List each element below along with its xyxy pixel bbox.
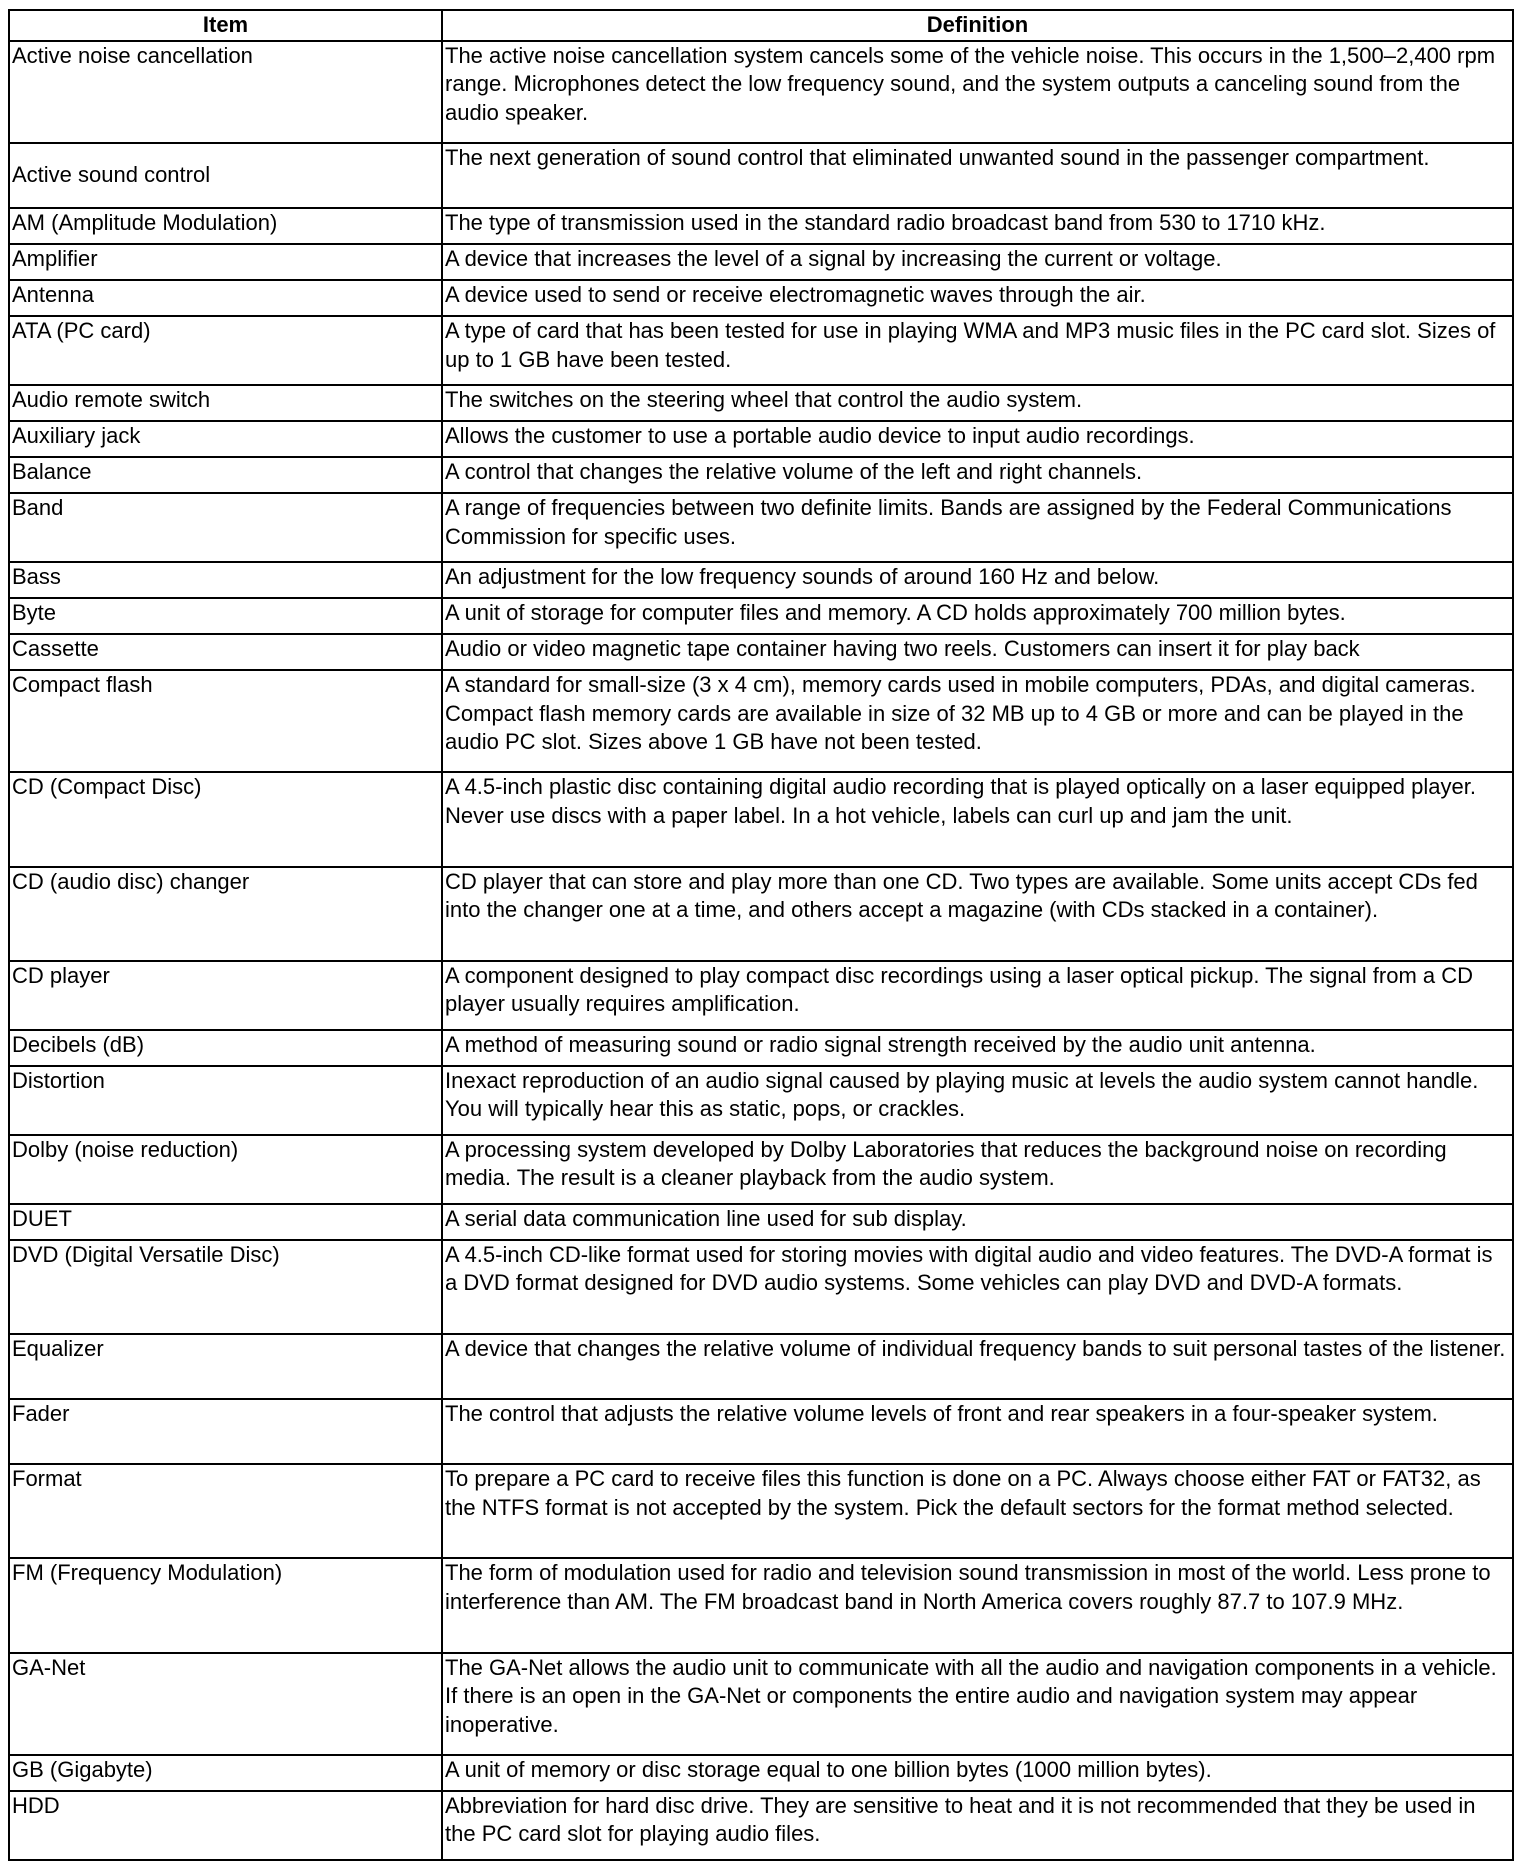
table-row: [9, 1399, 1513, 1464]
item-definition: The next generation of sound control that eliminated unwanted sound in the passenger compartment.: [442, 143, 1513, 208]
table-row: [9, 1791, 1513, 1860]
header-row: [9, 10, 1513, 41]
table-row: [9, 143, 1513, 208]
table-row: [9, 961, 1513, 1030]
table-row: [9, 421, 1513, 457]
item-definition: Allows the customer to use a portable audio device to input audio recordings.: [442, 421, 1513, 457]
item-definition: The form of modulation used for radio and television sound transmission in most of the world. Less prone to interference than AM. The FM broadcast band in North America covers roughly 87.7 to 107.9 MHz.: [442, 1558, 1513, 1652]
table-row: [9, 1135, 1513, 1204]
item-definition: The active noise cancellation system cancels some of the vehicle noise. This occurs in the 1,500–2,400 rpm range. Microphones detect the low frequency sound, and the system outputs a canceling sound from the audio speaker.: [442, 41, 1513, 143]
item-term: CD (Compact Disc): [9, 772, 442, 866]
item-definition: A serial data communication line used for sub display.: [442, 1204, 1513, 1240]
item-definition: A range of frequencies between two definite limits. Bands are assigned by the Federal Communications Commission for specific uses.: [442, 493, 1513, 562]
item-definition: A 4.5-inch CD-like format used for storing movies with digital audio and video features. The DVD-A format is a DVD format designed for DVD audio systems. Some vehicles can play DVD and DVD-A formats.: [442, 1240, 1513, 1334]
item-definition: Abbreviation for hard disc drive. They are sensitive to heat and it is not recommended that they be used in the PC card slot for playing audio files.: [442, 1791, 1513, 1860]
table-row: [9, 1204, 1513, 1240]
item-definition: An adjustment for the low frequency sounds of around 160 Hz and below.: [442, 562, 1513, 598]
table-row: [9, 867, 1513, 961]
item-definition: A unit of memory or disc storage equal to one billion bytes (1000 million bytes).: [442, 1755, 1513, 1791]
item-term: CD player: [9, 961, 442, 1030]
table-row: [9, 280, 1513, 316]
item-term: FM (Frequency Modulation): [9, 1558, 442, 1652]
table-row: [9, 1334, 1513, 1399]
table-row: [9, 1030, 1513, 1066]
item-term: Distortion: [9, 1066, 442, 1135]
item-definition: A processing system developed by Dolby Laboratories that reduces the background noise on recording media. The result is a cleaner playback from the audio system.: [442, 1135, 1513, 1204]
item-term: Active noise cancellation: [9, 41, 442, 143]
item-term: Antenna: [9, 280, 442, 316]
item-definition: The switches on the steering wheel that control the audio system.: [442, 385, 1513, 421]
item-term: DVD (Digital Versatile Disc): [9, 1240, 442, 1334]
item-term: Amplifier: [9, 244, 442, 280]
item-definition: A unit of storage for computer files and memory. A CD holds approximately 700 million bytes.: [442, 598, 1513, 634]
item-term: Balance: [9, 457, 442, 493]
table-row: [9, 385, 1513, 421]
item-term: Cassette: [9, 634, 442, 670]
table-row: [9, 457, 1513, 493]
table-row: [9, 598, 1513, 634]
item-definition: A device that changes the relative volume of individual frequency bands to suit personal tastes of the listener.: [442, 1334, 1513, 1399]
item-definition: A 4.5-inch plastic disc containing digital audio recording that is played optically on a laser equipped player. Never use discs with a paper label. In a hot vehicle, labels can curl up and jam the unit.: [442, 772, 1513, 866]
item-term: GA-Net: [9, 1653, 442, 1755]
item-term: CD (audio disc) changer: [9, 867, 442, 961]
table-row: [9, 1240, 1513, 1334]
table-row: [9, 670, 1513, 772]
table-row: [9, 316, 1513, 385]
item-definition: CD player that can store and play more than one CD. Two types are available. Some units accept CDs fed into the changer one at a time, and others accept a magazine (with CDs stacked in a container).: [442, 867, 1513, 961]
item-definition: The type of transmission used in the standard radio broadcast band from 530 to 1710 kHz.: [442, 208, 1513, 244]
table-row: [9, 772, 1513, 866]
table-row: [9, 634, 1513, 670]
item-term: GB (Gigabyte): [9, 1755, 442, 1791]
table-row: [9, 1755, 1513, 1791]
item-term: Byte: [9, 598, 442, 634]
table-row: [9, 562, 1513, 598]
item-definition: A standard for small-size (3 x 4 cm), memory cards used in mobile computers, PDAs, and digital cameras. Compact flash memory cards are available in size of 32 MB up to 4 GB or more and can be played in the audio PC slot. Sizes above 1 GB have not been tested.: [442, 670, 1513, 772]
item-term: ATA (PC card): [9, 316, 442, 385]
item-term: Format: [9, 1464, 442, 1558]
item-term: DUET: [9, 1204, 442, 1240]
item-term: HDD: [9, 1791, 442, 1860]
item-definition: A type of card that has been tested for use in playing WMA and MP3 music files in the PC card slot. Sizes of up to 1 GB have been tested.: [442, 316, 1513, 385]
table-row: [9, 493, 1513, 562]
glossary-table: [8, 9, 1514, 1861]
table-row: [9, 1464, 1513, 1558]
column-header-item: Item: [9, 10, 442, 41]
item-term: Compact flash: [9, 670, 442, 772]
item-term: Decibels (dB): [9, 1030, 442, 1066]
item-definition: A device used to send or receive electromagnetic waves through the air.: [442, 280, 1513, 316]
item-definition: Inexact reproduction of an audio signal caused by playing music at levels the audio system cannot handle. You will typically hear this as static, pops, or crackles.: [442, 1066, 1513, 1135]
item-definition: A method of measuring sound or radio signal strength received by the audio unit antenna.: [442, 1030, 1513, 1066]
item-term: Fader: [9, 1399, 442, 1464]
item-definition: A component designed to play compact disc recordings using a laser optical pickup. The signal from a CD player usually requires amplification.: [442, 961, 1513, 1030]
item-term: AM (Amplitude Modulation): [9, 208, 442, 244]
item-term: Auxiliary jack: [9, 421, 442, 457]
item-definition: The GA-Net allows the audio unit to communicate with all the audio and navigation components in a vehicle. If there is an open in the GA-Net or components the entire audio and navigation system may appear inoperative.: [442, 1653, 1513, 1755]
table-row: [9, 41, 1513, 143]
item-term: Equalizer: [9, 1334, 442, 1399]
item-term: Active sound control: [9, 143, 442, 208]
item-term: Audio remote switch: [9, 385, 442, 421]
item-term: Band: [9, 493, 442, 562]
table-row: [9, 208, 1513, 244]
item-definition: Audio or video magnetic tape container having two reels. Customers can insert it for play back: [442, 634, 1513, 670]
table-row: [9, 1558, 1513, 1652]
item-definition: To prepare a PC card to receive files this function is done on a PC. Always choose either FAT or FAT32, as the NTFS format is not accepted by the system. Pick the default sectors for the format method selected.: [442, 1464, 1513, 1558]
item-term: Bass: [9, 562, 442, 598]
column-header-definition: Definition: [442, 10, 1513, 41]
item-definition: The control that adjusts the relative volume levels of front and rear speakers in a four-speaker system.: [442, 1399, 1513, 1464]
item-term: Dolby (noise reduction): [9, 1135, 442, 1204]
table-row: [9, 244, 1513, 280]
table-row: [9, 1653, 1513, 1755]
table-row: [9, 1066, 1513, 1135]
item-definition: A control that changes the relative volume of the left and right channels.: [442, 457, 1513, 493]
item-definition: A device that increases the level of a signal by increasing the current or voltage.: [442, 244, 1513, 280]
